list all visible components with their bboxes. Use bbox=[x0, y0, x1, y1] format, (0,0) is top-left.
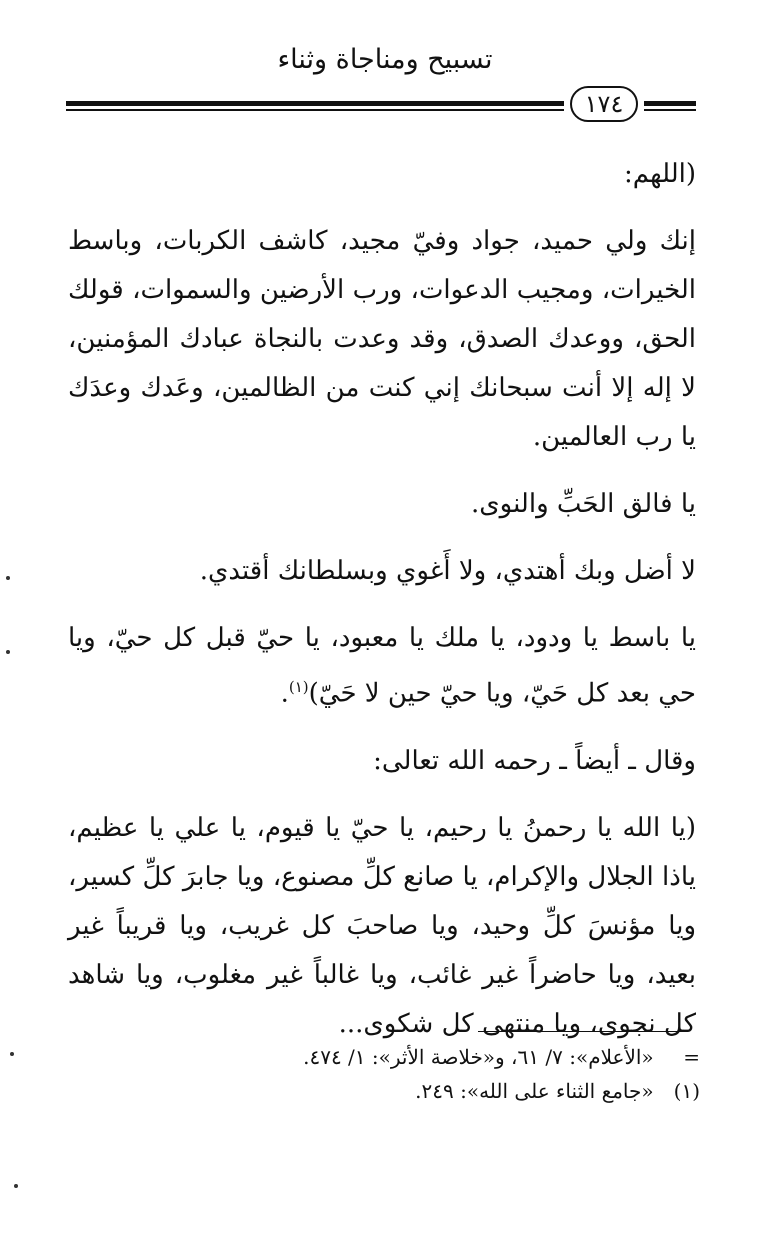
footnote-item bbox=[100, 1040, 700, 1074]
paragraph-names bbox=[68, 804, 696, 1049]
text-line: نجوى، ويا منتهى كل شكوى... bbox=[338, 1008, 656, 1039]
text-line: المؤمنين، لا إله إلا أنت سبحانك إني كنت من الظالمين، وعَدك bbox=[68, 324, 696, 403]
footnote-text: «جامع الثناء على الله»: ٢٤٩. bbox=[415, 1079, 654, 1103]
paragraph-invocation: (اللهم: bbox=[624, 159, 696, 189]
running-head: تسبيح ومناجاة وثناء bbox=[277, 44, 493, 75]
scan-speck bbox=[6, 650, 10, 654]
main-text bbox=[68, 150, 696, 1049]
header-rule-left bbox=[66, 101, 564, 111]
text-line-end: . bbox=[280, 678, 289, 709]
header-rule bbox=[66, 86, 696, 126]
paragraph-guidance: لا أضل وبك أهتدي، ولا أَغوي وبسلطانك أقتدي. bbox=[199, 556, 696, 586]
scan-speck bbox=[6, 576, 10, 580]
text-line: إنك ولي حميد، جواد وفيّ مجيد، كاشف الكربات، bbox=[154, 226, 696, 256]
text-line: ياذا الجلال والإكرام، يا صانع كلِّ مصنوع، ويا جابرَ كلِّ كسير، bbox=[68, 861, 696, 892]
footnote-marker: = bbox=[683, 1045, 700, 1069]
page-number: ١٧٤ bbox=[570, 86, 638, 122]
text-line: وباسط الخيرات، ومجيب الدعوات، ورب الأرضين والسموات، bbox=[68, 226, 696, 305]
text-line: (يا الله يا رحمنُ يا رحيم، يا حيّ يا قيوم، يا علي يا عظيم، bbox=[68, 812, 696, 843]
header-rule-right bbox=[644, 101, 696, 111]
footnote-marker: (١) bbox=[673, 1079, 700, 1103]
footnote-reference: (١) bbox=[288, 678, 309, 696]
footnote-separator bbox=[478, 1031, 688, 1032]
paragraph-supplication bbox=[68, 217, 696, 462]
text-line: ويا حاضراً غير غائب، ويا غالباً غير مغلوب، ويا شاهد كل bbox=[68, 959, 696, 1039]
footnote-item bbox=[100, 1074, 700, 1108]
paragraph-attribution: وقال ـ أيضاً ـ رحمه الله تعالى: bbox=[373, 745, 696, 776]
text-line: وعدَك يا رب العالمين. bbox=[68, 373, 696, 452]
footnotes bbox=[100, 1040, 700, 1108]
paragraph-living bbox=[68, 614, 696, 719]
text-line: حي بعد كل حَيّ، ويا حيّ حين لا حَيّ) bbox=[308, 678, 696, 709]
footnote-text: «الأعلام»: ٧/ ٦١، و«خلاصة الأثر»: ١/ ٤٧٤. bbox=[303, 1045, 654, 1069]
text-line: ويا مؤنسَ كلِّ وحيد، ويا صاحبَ كل غريب، ويا قريباً غير بعيد، bbox=[68, 910, 696, 990]
paragraph-splitter: يا فالق الحَبِّ والنوى. bbox=[471, 489, 696, 519]
text-line: قولك الحق، ووعدك الصدق، وقد وعدت بالنجاة عبادك bbox=[68, 275, 696, 354]
text-line: يا باسط يا ودود، يا ملك يا معبود، يا حيّ قبل كل حيّ، ويا bbox=[68, 623, 696, 653]
scan-speck bbox=[10, 1052, 14, 1056]
scan-speck bbox=[14, 1184, 18, 1188]
